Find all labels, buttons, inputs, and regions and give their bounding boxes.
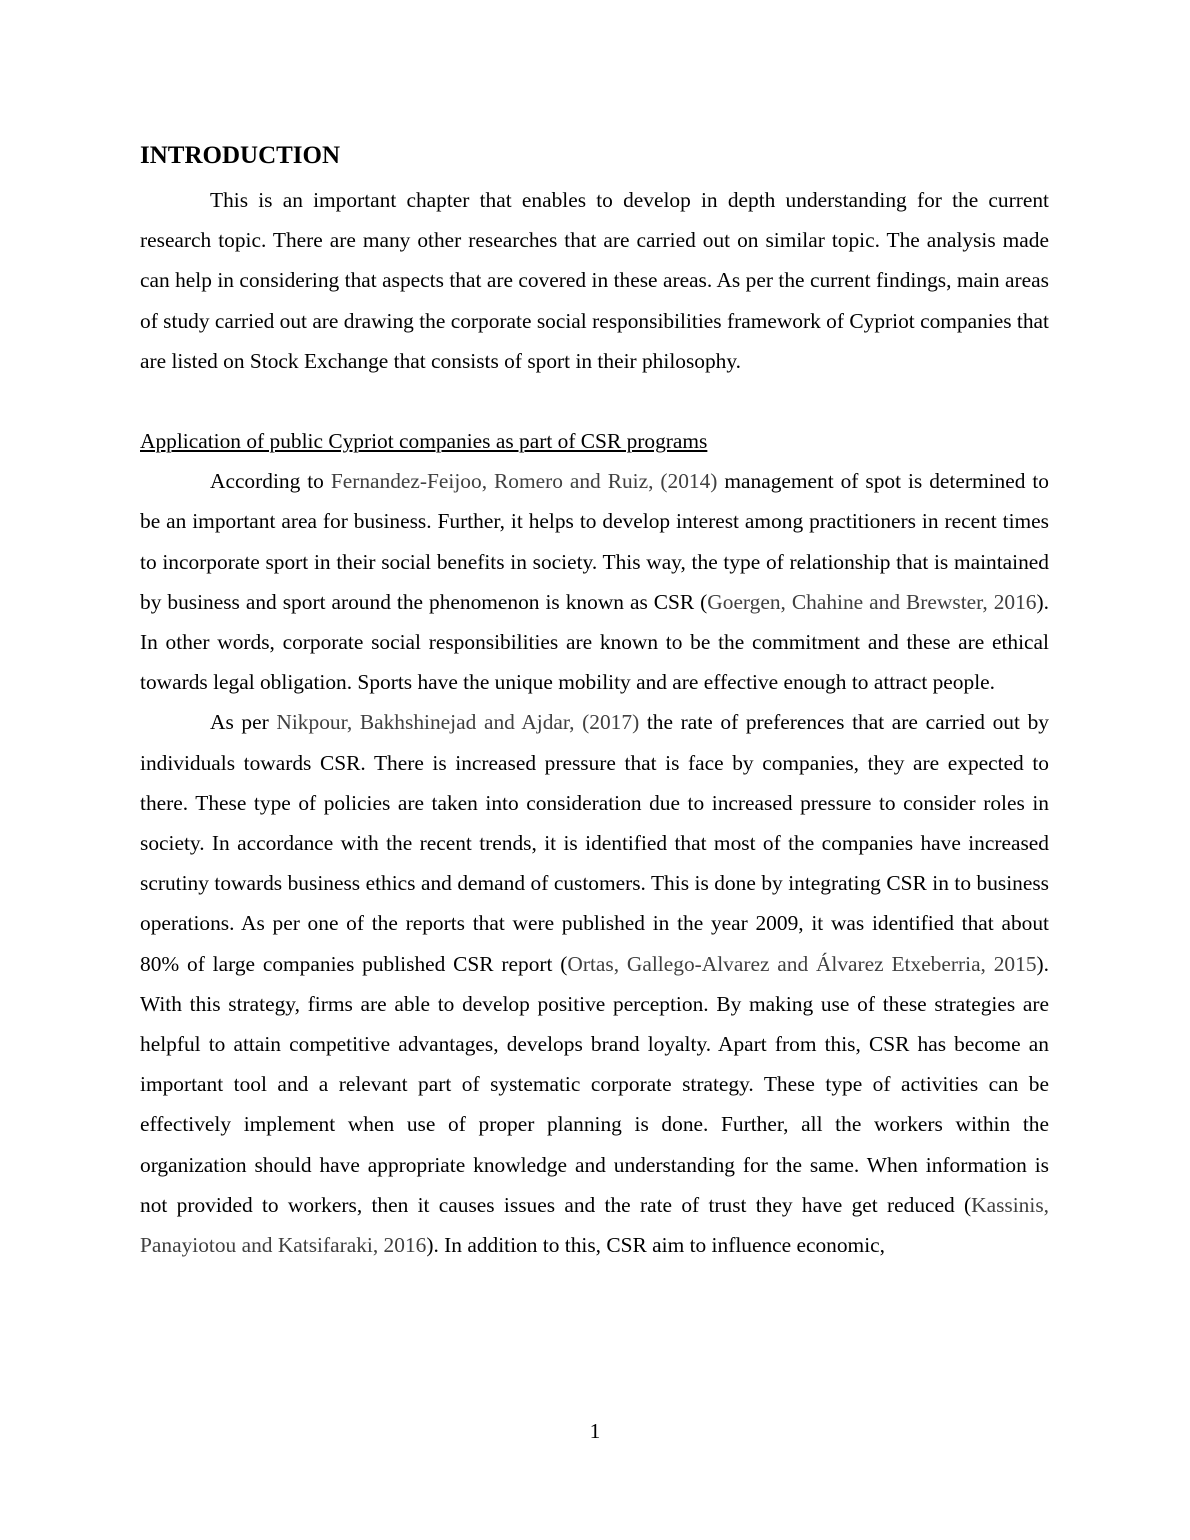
- citation-nikpour: Nikpour, Bakhshinejad and Ajdar, (2017): [276, 710, 640, 735]
- paragraph-text: ). In other words, corporate social responsibilities are known to be the commitment and these are ethical towards legal obligation. Sports have the unique mobility and are effective enough to attract people.: [140, 589, 1049, 695]
- paragraph-spacer: [140, 381, 1049, 421]
- paragraph-text: the rate of preferences that are carried out by individuals towards CSR. There is increased pressure that is face by companies, they are expected to there. These type of policies are taken into consideration due to increased pressure to consider roles in society. In accordance with the recent trends, it is identified that most of the companies have increased scrutiny towards business ethics and demand of customers. This is done by integrating CSR in to business operations. As per one of the reports that were published in the year 2009, it was identified that about 80% of large companies published CSR report (: [140, 710, 1049, 976]
- citation-goergen: Goergen, Chahine and Brewster, 2016: [707, 589, 1037, 614]
- citation-kassinis: Kassinis, Panayiotou and Katsifaraki, 2016: [140, 1192, 1049, 1258]
- paragraph-fernandez: [140, 461, 1049, 702]
- paragraph-text: According to: [210, 469, 331, 494]
- paragraph-text: ). With this strategy, firms are able to develop positive perception. By making use of these strategies are helpful to attain competitive advantages, develops brand loyalty. Apart from this, CSR has become an important tool and a relevant part of systematic corporate strategy. These type of activities can be effectively implement when use of proper planning is done. Further, all the workers within the organization should have appropriate knowledge and understanding for the same. When information is not provided to workers, then it causes issues and the rate of trust they have get reduced (: [140, 951, 1049, 1217]
- paragraph-text: ). In addition to this, CSR aim to influence economic,: [426, 1233, 885, 1258]
- subsection-heading: Application of public Cypriot companies as part of CSR programs: [140, 429, 708, 454]
- paragraph-text: management of spot is determined to be an important area for business. Further, it helps to develop interest among practitioners in recent times to incorporate sport in their social benefits in society. This way, the type of relationship that is maintained by business and sport around the phenomenon is known as CSR (: [140, 469, 1049, 614]
- citation-ortas: Ortas, Gallego-Alvarez and Álvarez Etxeberria, 2015: [567, 951, 1037, 976]
- paragraph-nikpour: [140, 702, 1049, 1265]
- section-heading: INTRODUCTION: [140, 142, 341, 169]
- citation-fernandez-feijoo: Fernandez-Feijoo, Romero and Ruiz, (2014): [330, 469, 718, 494]
- intro-paragraph: This is an important chapter that enables to develop in depth understanding for the current research topic. There are many other researches that are carried out on similar topic. The analysis made can help in considering that aspects that are covered in these areas. As per the current findings, main areas of study carried out are drawing the corporate social responsibilities framework of Cypriot companies that are listed on Stock Exchange that consists of sport in their philosophy.: [140, 188, 1049, 373]
- page-number: 1: [589, 1419, 601, 1443]
- document-body: [140, 138, 1049, 1265]
- paragraph-text: As per: [210, 710, 277, 735]
